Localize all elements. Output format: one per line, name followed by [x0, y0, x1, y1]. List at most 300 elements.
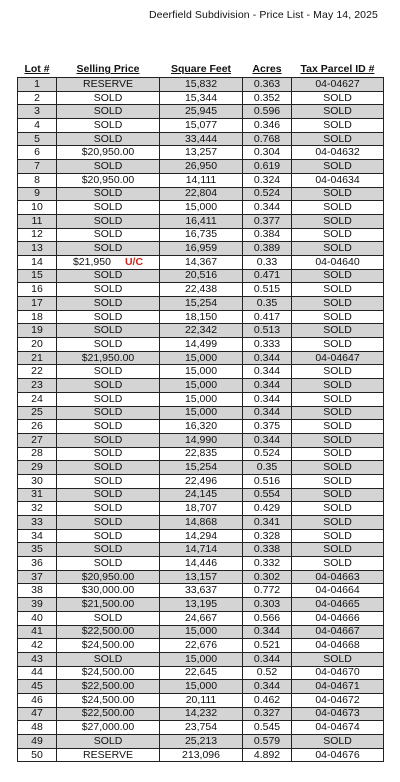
selling-price-cell: $20,950.00 [57, 173, 160, 187]
acres-cell: 0.338 [243, 543, 292, 557]
acres-cell: 0.33 [243, 255, 292, 269]
price-list-table [17, 62, 384, 762]
table-row [18, 187, 384, 201]
tax-parcel-id-cell: SOLD [292, 543, 384, 557]
under-contract-tag: U/C [124, 255, 144, 268]
square-feet-cell: 15,000 [160, 379, 243, 393]
tax-parcel-id-cell: 04-04647 [292, 351, 384, 365]
acres-cell: 0.521 [243, 639, 292, 653]
acres-cell: 0.384 [243, 228, 292, 242]
table-row [18, 160, 384, 174]
lot-cell: 49 [18, 735, 57, 749]
acres-cell: 0.344 [243, 365, 292, 379]
tax-parcel-id-cell: SOLD [292, 392, 384, 406]
selling-price-cell: $21,950.00 [57, 351, 160, 365]
acres-cell: 0.515 [243, 283, 292, 297]
acres-cell: 0.35 [243, 297, 292, 311]
tax-parcel-id-cell: SOLD [292, 474, 384, 488]
table-row [18, 584, 384, 598]
lot-cell: 19 [18, 324, 57, 338]
square-feet-cell: 26,950 [160, 160, 243, 174]
selling-price-cell: SOLD [57, 474, 160, 488]
lot-cell: 28 [18, 447, 57, 461]
lot-cell: 16 [18, 283, 57, 297]
table-row [18, 707, 384, 721]
tax-parcel-id-cell: 04-04640 [292, 255, 384, 269]
table-row [18, 379, 384, 393]
selling-price-cell: $20,950.00 [57, 570, 160, 584]
acres-cell: 0.35 [243, 461, 292, 475]
square-feet-cell: 14,111 [160, 173, 243, 187]
tax-parcel-id-cell: SOLD [292, 214, 384, 228]
selling-price-cell: SOLD [57, 132, 160, 146]
square-feet-cell: 20,111 [160, 693, 243, 707]
lot-cell: 30 [18, 474, 57, 488]
lot-cell: 37 [18, 570, 57, 584]
header-square-feet: Square Feet [170, 63, 232, 75]
square-feet-cell: 22,804 [160, 187, 243, 201]
acres-cell: 0.375 [243, 420, 292, 434]
square-feet-cell: 14,232 [160, 707, 243, 721]
acres-cell: 0.52 [243, 666, 292, 680]
selling-price-cell: SOLD [57, 611, 160, 625]
selling-price-cell: SOLD [57, 502, 160, 516]
square-feet-cell: 16,320 [160, 420, 243, 434]
selling-price-cell: SOLD [57, 105, 160, 119]
acres-cell: 0.513 [243, 324, 292, 338]
tax-parcel-id-cell: SOLD [292, 529, 384, 543]
square-feet-cell: 15,254 [160, 461, 243, 475]
table-row [18, 735, 384, 749]
selling-price-cell: SOLD [57, 543, 160, 557]
lot-cell: 32 [18, 502, 57, 516]
square-feet-cell: 18,707 [160, 502, 243, 516]
header-selling-price: Selling Price [76, 63, 140, 75]
table-row [18, 119, 384, 133]
selling-price-cell: SOLD [57, 91, 160, 105]
table-row [18, 570, 384, 584]
table-row [18, 611, 384, 625]
tax-parcel-id-cell: SOLD [292, 160, 384, 174]
document-title: Deerfield Subdivision - Price List - May 14, 2025 [148, 9, 378, 21]
acres-cell: 0.377 [243, 214, 292, 228]
lot-cell: 9 [18, 187, 57, 201]
tax-parcel-id-cell: SOLD [292, 735, 384, 749]
square-feet-cell: 16,411 [160, 214, 243, 228]
acres-cell: 0.566 [243, 611, 292, 625]
table-row [18, 447, 384, 461]
acres-cell: 0.417 [243, 310, 292, 324]
acres-cell: 0.524 [243, 447, 292, 461]
selling-price-cell: SOLD [57, 557, 160, 571]
square-feet-cell: 15,832 [160, 78, 243, 92]
header-row [18, 62, 384, 78]
tax-parcel-id-cell: SOLD [292, 297, 384, 311]
acres-cell: 0.327 [243, 707, 292, 721]
lot-cell: 25 [18, 406, 57, 420]
lot-cell: 42 [18, 639, 57, 653]
table-row [18, 255, 384, 269]
tax-parcel-id-cell: 04-04670 [292, 666, 384, 680]
square-feet-cell: 22,676 [160, 639, 243, 653]
square-feet-cell: 15,254 [160, 297, 243, 311]
acres-cell: 0.429 [243, 502, 292, 516]
table-header [18, 62, 384, 78]
tax-parcel-id-cell: SOLD [292, 447, 384, 461]
acres-cell: 0.516 [243, 474, 292, 488]
square-feet-cell: 15,000 [160, 392, 243, 406]
tax-parcel-id-cell: SOLD [292, 105, 384, 119]
table-row [18, 666, 384, 680]
header-tax-parcel-id: Tax Parcel ID # [300, 63, 375, 75]
selling-price-cell: SOLD [57, 516, 160, 530]
lot-cell: 40 [18, 611, 57, 625]
selling-price-cell: SOLD [57, 420, 160, 434]
selling-price-cell: $22,500.00 [57, 625, 160, 639]
square-feet-cell: 22,342 [160, 324, 243, 338]
table-row [18, 433, 384, 447]
lot-cell: 17 [18, 297, 57, 311]
table-row [18, 502, 384, 516]
square-feet-cell: 15,000 [160, 406, 243, 420]
square-feet-cell: 13,257 [160, 146, 243, 160]
header-lot: Lot # [24, 63, 50, 75]
tax-parcel-id-cell: SOLD [292, 461, 384, 475]
acres-cell: 0.303 [243, 598, 292, 612]
selling-price-cell: $21,500.00 [57, 598, 160, 612]
table-row [18, 420, 384, 434]
acres-cell: 0.619 [243, 160, 292, 174]
tax-parcel-id-cell: 04-04672 [292, 693, 384, 707]
square-feet-cell: 14,499 [160, 338, 243, 352]
selling-price-cell [57, 255, 160, 269]
square-feet-cell: 13,195 [160, 598, 243, 612]
tax-parcel-id-cell: SOLD [292, 338, 384, 352]
acres-cell: 0.346 [243, 119, 292, 133]
selling-price-cell: $24,500.00 [57, 639, 160, 653]
table-row [18, 201, 384, 215]
acres-cell: 0.344 [243, 392, 292, 406]
table-row [18, 461, 384, 475]
selling-price-cell: SOLD [57, 447, 160, 461]
table-row [18, 639, 384, 653]
tax-parcel-id-cell: 04-04665 [292, 598, 384, 612]
acres-cell: 0.462 [243, 693, 292, 707]
lot-cell: 38 [18, 584, 57, 598]
square-feet-cell: 22,496 [160, 474, 243, 488]
square-feet-cell: 213,096 [160, 748, 243, 762]
lot-cell: 43 [18, 652, 57, 666]
selling-price-cell: $22,500.00 [57, 707, 160, 721]
square-feet-cell: 15,000 [160, 680, 243, 694]
acres-cell: 0.352 [243, 91, 292, 105]
acres-cell: 0.363 [243, 78, 292, 92]
selling-price-cell: SOLD [57, 652, 160, 666]
square-feet-cell: 14,367 [160, 255, 243, 269]
acres-cell: 0.328 [243, 529, 292, 543]
lot-cell: 8 [18, 173, 57, 187]
acres-cell: 0.579 [243, 735, 292, 749]
header-acres: Acres [252, 63, 282, 75]
selling-price-cell: SOLD [57, 392, 160, 406]
table-row [18, 310, 384, 324]
acres-cell: 0.344 [243, 625, 292, 639]
lot-cell: 39 [18, 598, 57, 612]
selling-price-cell: SOLD [57, 283, 160, 297]
square-feet-cell: 14,990 [160, 433, 243, 447]
tax-parcel-id-cell: SOLD [292, 228, 384, 242]
square-feet-cell: 15,344 [160, 91, 243, 105]
acres-cell: 0.344 [243, 433, 292, 447]
lot-cell: 23 [18, 379, 57, 393]
tax-parcel-id-cell: 04-04627 [292, 78, 384, 92]
table-row [18, 598, 384, 612]
tax-parcel-id-cell: SOLD [292, 433, 384, 447]
table-row [18, 543, 384, 557]
tax-parcel-id-cell: SOLD [292, 310, 384, 324]
tax-parcel-id-cell: SOLD [292, 516, 384, 530]
selling-price-cell: RESERVE [57, 78, 160, 92]
selling-price-cell: $20,950.00 [57, 146, 160, 160]
square-feet-cell: 15,000 [160, 652, 243, 666]
acres-cell: 0.333 [243, 338, 292, 352]
square-feet-cell: 24,145 [160, 488, 243, 502]
selling-price-cell: RESERVE [57, 748, 160, 762]
acres-cell: 0.344 [243, 406, 292, 420]
table-row [18, 693, 384, 707]
selling-price-value: $21,950 [72, 255, 111, 268]
acres-cell: 0.545 [243, 721, 292, 735]
acres-cell: 0.344 [243, 652, 292, 666]
acres-cell: 0.554 [243, 488, 292, 502]
lot-cell: 33 [18, 516, 57, 530]
lot-cell: 50 [18, 748, 57, 762]
lot-cell: 24 [18, 392, 57, 406]
tax-parcel-id-cell: SOLD [292, 91, 384, 105]
acres-cell: 0.344 [243, 680, 292, 694]
square-feet-cell: 20,516 [160, 269, 243, 283]
square-feet-cell: 15,000 [160, 365, 243, 379]
lot-cell: 11 [18, 214, 57, 228]
table-row [18, 91, 384, 105]
selling-price-cell: SOLD [57, 433, 160, 447]
tax-parcel-id-cell: SOLD [292, 242, 384, 256]
selling-price-cell: $27,000.00 [57, 721, 160, 735]
tax-parcel-id-cell: 04-04663 [292, 570, 384, 584]
square-feet-cell: 15,000 [160, 201, 243, 215]
table-body [18, 78, 384, 762]
table-row [18, 338, 384, 352]
square-feet-cell: 14,294 [160, 529, 243, 543]
table-row [18, 365, 384, 379]
acres-cell: 0.524 [243, 187, 292, 201]
lot-cell: 35 [18, 543, 57, 557]
acres-cell: 0.344 [243, 351, 292, 365]
tax-parcel-id-cell: 04-04632 [292, 146, 384, 160]
acres-cell: 0.304 [243, 146, 292, 160]
selling-price-cell: SOLD [57, 269, 160, 283]
table-row [18, 324, 384, 338]
table-row [18, 529, 384, 543]
square-feet-cell: 22,645 [160, 666, 243, 680]
selling-price-cell: SOLD [57, 228, 160, 242]
tax-parcel-id-cell: SOLD [292, 406, 384, 420]
table-row [18, 105, 384, 119]
table-row [18, 78, 384, 92]
square-feet-cell: 16,959 [160, 242, 243, 256]
lot-cell: 27 [18, 433, 57, 447]
selling-price-cell: $24,500.00 [57, 666, 160, 680]
lot-cell: 48 [18, 721, 57, 735]
table-row [18, 242, 384, 256]
lot-cell: 13 [18, 242, 57, 256]
lot-cell: 15 [18, 269, 57, 283]
lot-cell: 12 [18, 228, 57, 242]
lot-cell: 1 [18, 78, 57, 92]
square-feet-cell: 13,157 [160, 570, 243, 584]
acres-cell: 0.341 [243, 516, 292, 530]
tax-parcel-id-cell: SOLD [292, 132, 384, 146]
tax-parcel-id-cell: SOLD [292, 283, 384, 297]
table-row [18, 297, 384, 311]
lot-cell: 21 [18, 351, 57, 365]
tax-parcel-id-cell: SOLD [292, 365, 384, 379]
table-row [18, 680, 384, 694]
selling-price-cell: SOLD [57, 406, 160, 420]
lot-cell: 45 [18, 680, 57, 694]
table-row [18, 269, 384, 283]
tax-parcel-id-cell: SOLD [292, 379, 384, 393]
acres-cell: 0.344 [243, 201, 292, 215]
tax-parcel-id-cell: SOLD [292, 557, 384, 571]
square-feet-cell: 33,444 [160, 132, 243, 146]
tax-parcel-id-cell: SOLD [292, 652, 384, 666]
tax-parcel-id-cell: SOLD [292, 488, 384, 502]
table-row [18, 652, 384, 666]
lot-cell: 4 [18, 119, 57, 133]
tax-parcel-id-cell: SOLD [292, 187, 384, 201]
square-feet-cell: 24,667 [160, 611, 243, 625]
lot-cell: 22 [18, 365, 57, 379]
tax-parcel-id-cell: 04-04671 [292, 680, 384, 694]
selling-price-cell: SOLD [57, 735, 160, 749]
selling-price-cell: SOLD [57, 529, 160, 543]
selling-price-cell: SOLD [57, 461, 160, 475]
selling-price-cell: SOLD [57, 488, 160, 502]
square-feet-cell: 16,735 [160, 228, 243, 242]
selling-price-cell: SOLD [57, 379, 160, 393]
selling-price-cell: SOLD [57, 310, 160, 324]
selling-price-cell: SOLD [57, 297, 160, 311]
lot-cell: 10 [18, 201, 57, 215]
table-row [18, 351, 384, 365]
acres-cell: 0.332 [243, 557, 292, 571]
lot-cell: 31 [18, 488, 57, 502]
acres-cell: 0.471 [243, 269, 292, 283]
acres-cell: 4.892 [243, 748, 292, 762]
acres-cell: 0.596 [243, 105, 292, 119]
acres-cell: 0.768 [243, 132, 292, 146]
lot-cell: 3 [18, 105, 57, 119]
selling-price-cell: $24,500.00 [57, 693, 160, 707]
table-row [18, 146, 384, 160]
table-row [18, 214, 384, 228]
acres-cell: 0.389 [243, 242, 292, 256]
table-row [18, 625, 384, 639]
tax-parcel-id-cell: SOLD [292, 269, 384, 283]
lot-cell: 44 [18, 666, 57, 680]
lot-cell: 14 [18, 255, 57, 269]
table-row [18, 406, 384, 420]
table-row [18, 228, 384, 242]
selling-price-cell: SOLD [57, 187, 160, 201]
tax-parcel-id-cell: 04-04676 [292, 748, 384, 762]
lot-cell: 36 [18, 557, 57, 571]
tax-parcel-id-cell: SOLD [292, 502, 384, 516]
tax-parcel-id-cell: SOLD [292, 119, 384, 133]
tax-parcel-id-cell: SOLD [292, 324, 384, 338]
square-feet-cell: 18,150 [160, 310, 243, 324]
lot-cell: 20 [18, 338, 57, 352]
square-feet-cell: 14,714 [160, 543, 243, 557]
square-feet-cell: 25,945 [160, 105, 243, 119]
table-row [18, 516, 384, 530]
selling-price-cell: SOLD [57, 242, 160, 256]
square-feet-cell: 23,754 [160, 721, 243, 735]
table-row [18, 557, 384, 571]
selling-price-cell: SOLD [57, 324, 160, 338]
tax-parcel-id-cell: 04-04673 [292, 707, 384, 721]
table-row [18, 748, 384, 762]
lot-cell: 18 [18, 310, 57, 324]
tax-parcel-id-cell: 04-04668 [292, 639, 384, 653]
acres-cell: 0.772 [243, 584, 292, 598]
tax-parcel-id-cell: 04-04634 [292, 173, 384, 187]
lot-cell: 34 [18, 529, 57, 543]
selling-price-cell: SOLD [57, 338, 160, 352]
table-row [18, 721, 384, 735]
square-feet-cell: 15,000 [160, 351, 243, 365]
tax-parcel-id-cell: 04-04674 [292, 721, 384, 735]
tax-parcel-id-cell: 04-04664 [292, 584, 384, 598]
lot-cell: 26 [18, 420, 57, 434]
lot-cell: 6 [18, 146, 57, 160]
lot-cell: 41 [18, 625, 57, 639]
square-feet-cell: 14,868 [160, 516, 243, 530]
square-feet-cell: 25,213 [160, 735, 243, 749]
square-feet-cell: 22,438 [160, 283, 243, 297]
tax-parcel-id-cell: SOLD [292, 420, 384, 434]
table-row [18, 392, 384, 406]
selling-price-cell: $22,500.00 [57, 680, 160, 694]
tax-parcel-id-cell: SOLD [292, 201, 384, 215]
lot-cell: 2 [18, 91, 57, 105]
square-feet-cell: 15,000 [160, 625, 243, 639]
acres-cell: 0.344 [243, 379, 292, 393]
square-feet-cell: 15,077 [160, 119, 243, 133]
table-row [18, 132, 384, 146]
square-feet-cell: 22,835 [160, 447, 243, 461]
table-row [18, 474, 384, 488]
square-feet-cell: 14,446 [160, 557, 243, 571]
lot-cell: 47 [18, 707, 57, 721]
selling-price-cell: SOLD [57, 119, 160, 133]
acres-cell: 0.302 [243, 570, 292, 584]
tax-parcel-id-cell: 04-04667 [292, 625, 384, 639]
selling-price-cell: SOLD [57, 365, 160, 379]
square-feet-cell: 33,637 [160, 584, 243, 598]
tax-parcel-id-cell: 04-04666 [292, 611, 384, 625]
